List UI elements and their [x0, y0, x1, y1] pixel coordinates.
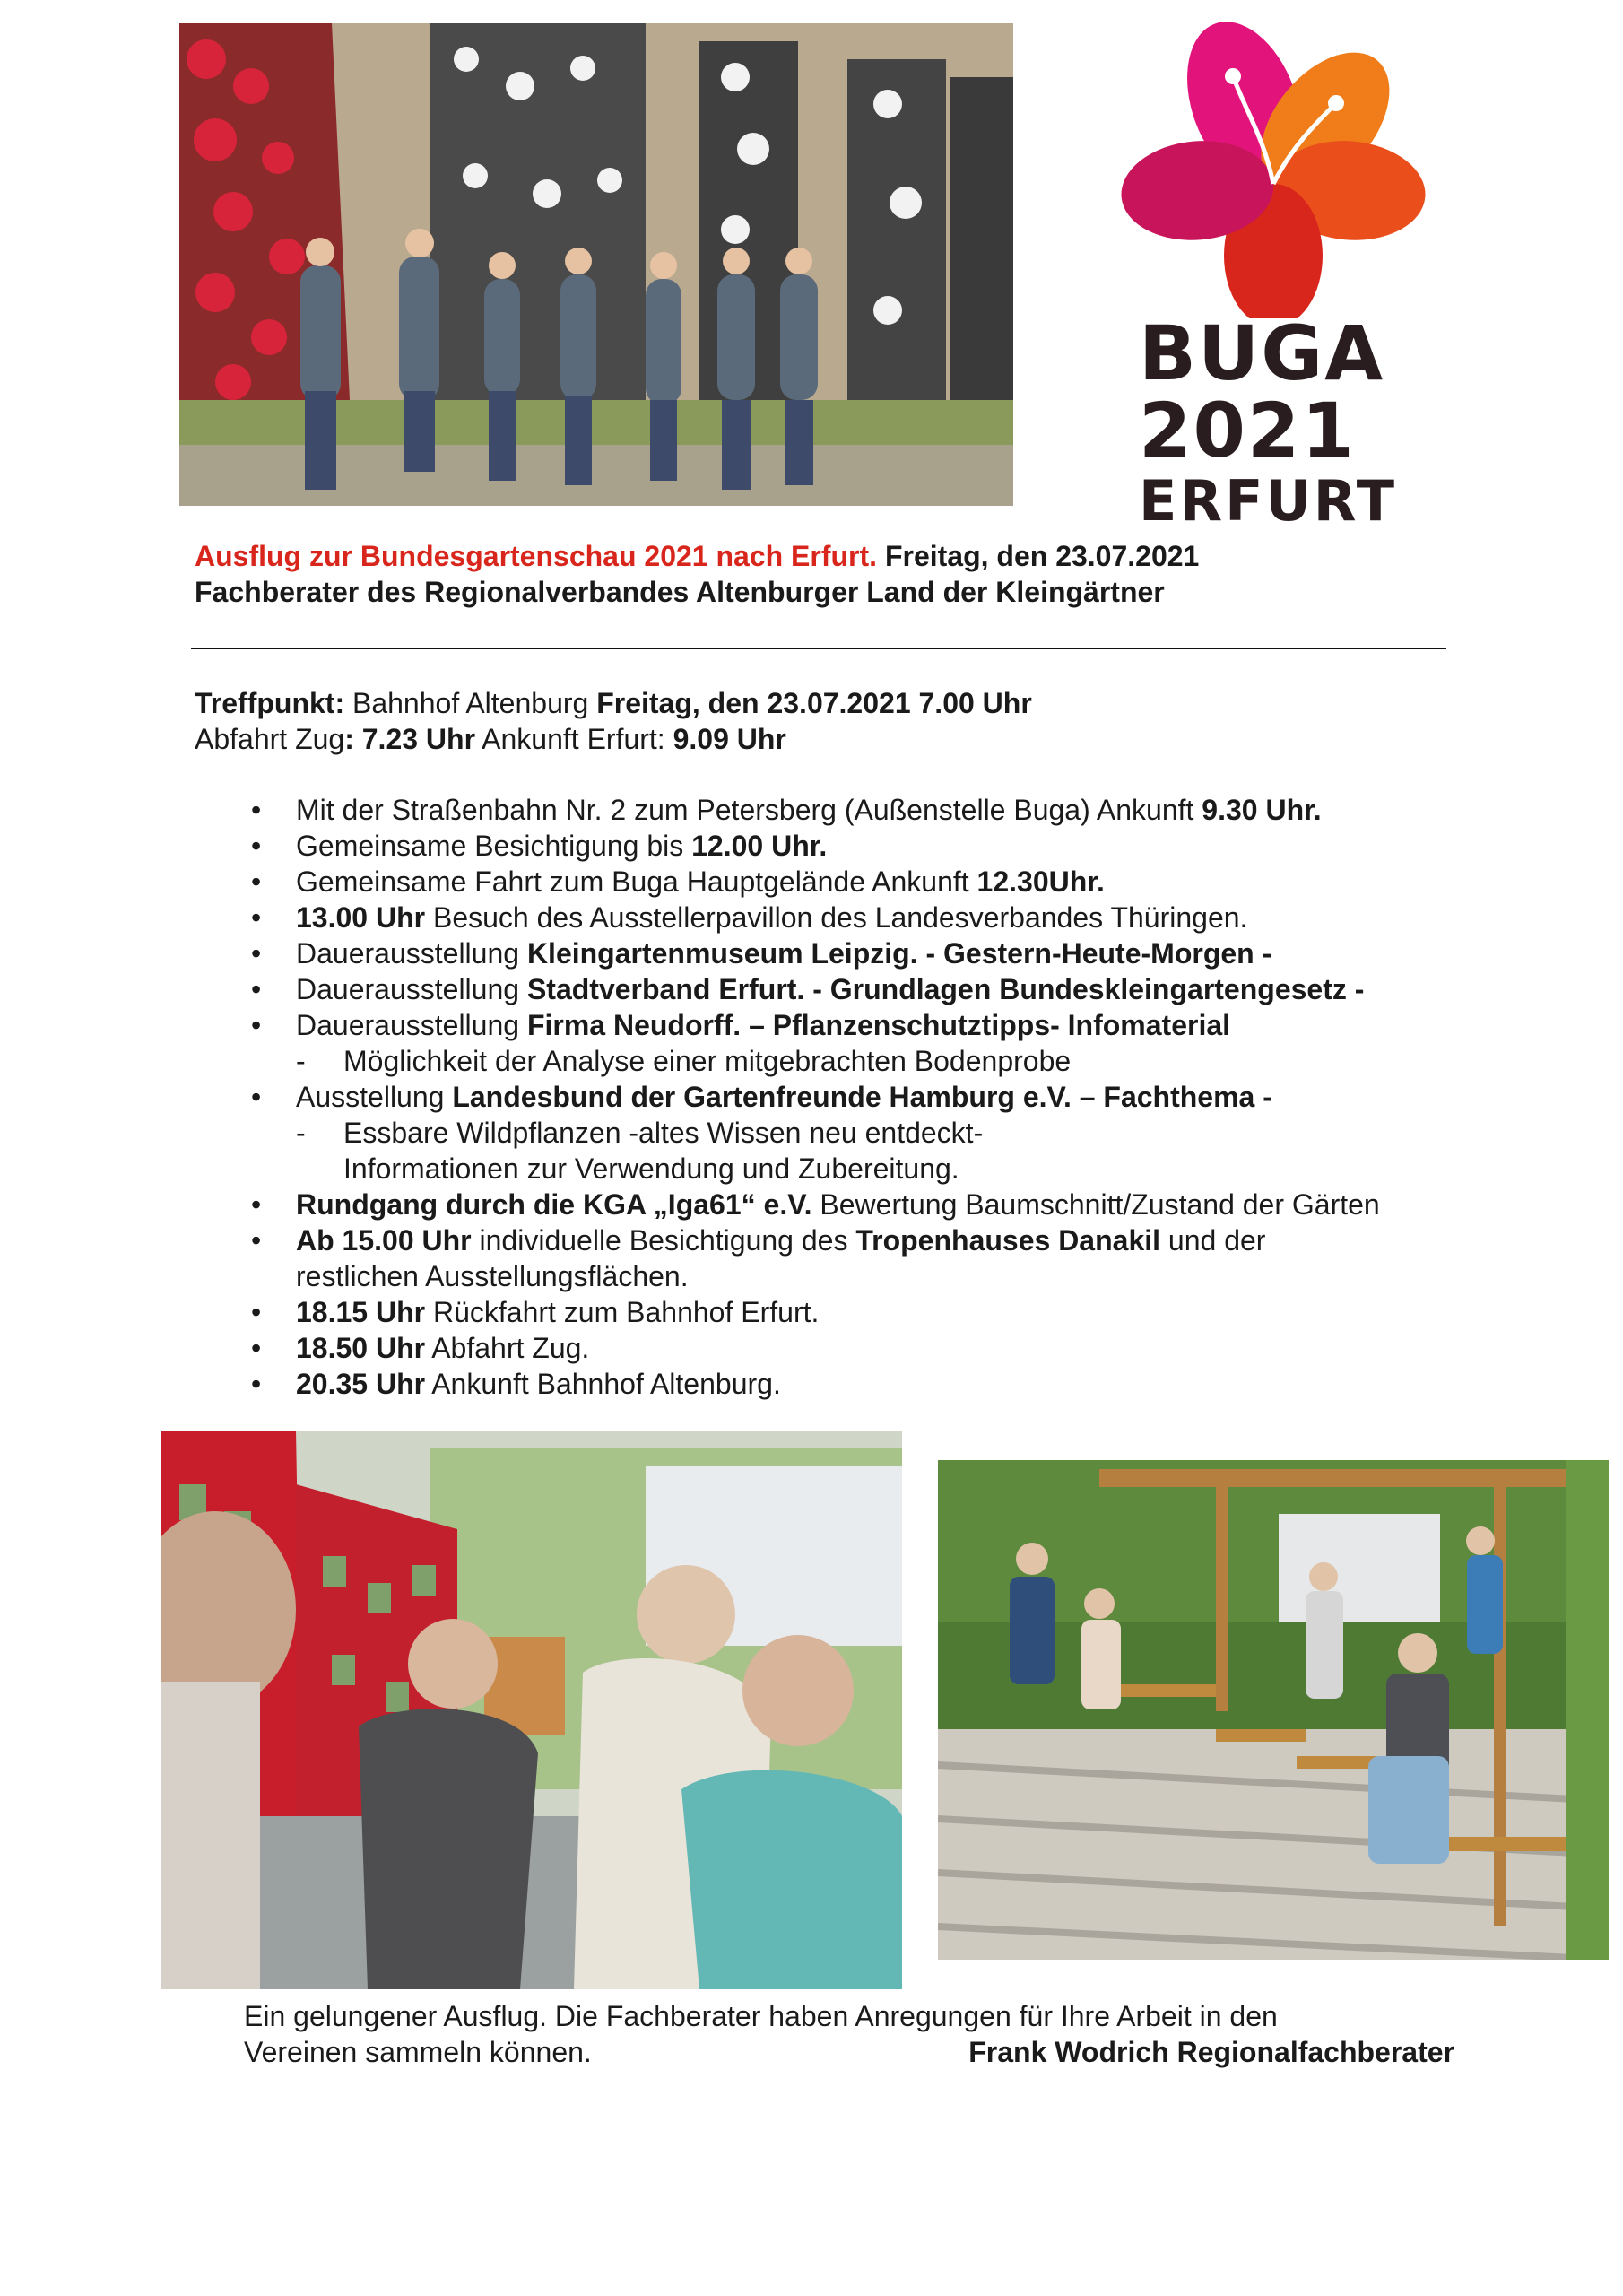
- abfahrt-label: Abfahrt Zug: [195, 723, 345, 755]
- list-subitem: - Möglichkeit der Analyse einer mitgebrachten Bodenprobe: [296, 1045, 1072, 1077]
- meeting-info: [195, 685, 1495, 757]
- divider-line: [191, 648, 1446, 649]
- treff-place: Bahnhof Altenburg: [344, 687, 597, 719]
- list-item: • Dauerausstellung Firma Neudorff. – Pflanzenschutztipps- Infomaterial: [242, 1007, 1497, 1043]
- treff-label: Treffpunkt:: [195, 687, 345, 719]
- list-item: • 18.50 Uhr Abfahrt Zug.: [242, 1330, 1497, 1366]
- buga-logo: [1121, 13, 1426, 318]
- list-item: • Ab 15.00 Uhr individuelle Besichtigung des Tropenhauses Danakil und der restlichen Ausstellungsflächen.: [242, 1222, 1497, 1294]
- footer-text: [244, 1998, 1454, 2070]
- signature: Frank Wodrich Regionalfachberater: [968, 2036, 1454, 2068]
- list-item: • Gemeinsame Fahrt zum Buga Hauptgelände Ankunft 12.30Uhr.: [242, 864, 1497, 900]
- logo-text-buga: BUGA: [1139, 309, 1385, 397]
- list-item: • 13.00 Uhr Besuch des Ausstellerpavillon des Landesverbandes Thüringen.: [242, 900, 1497, 935]
- logo-text-year: 2021: [1139, 387, 1356, 474]
- list-item: • Mit der Straßenbahn Nr. 2 zum Petersberg (Außenstelle Buga) Ankunft 9.30 Uhr.: [242, 792, 1497, 828]
- list-item: • Gemeinsame Besichtigung bis 12.00 Uhr.: [242, 828, 1497, 864]
- list-item: • Ausstellung Landesbund der Gartenfreunde Hamburg e.V. – Fachthema -: [242, 1079, 1497, 1115]
- title-date: Freitag, den 23.07.2021: [884, 540, 1200, 572]
- page-title: [195, 538, 1450, 610]
- list-item: • 18.15 Uhr Rückfahrt zum Bahnhof Erfurt.: [242, 1294, 1497, 1330]
- footer-line2: Vereinen sammeln können.: [244, 2036, 592, 2068]
- footer-line1: Ein gelungener Ausflug. Die Fachberater haben Anregungen für Ihre Arbeit in den: [244, 2000, 1278, 2032]
- ankunft-label: Ankunft Erfurt:: [475, 723, 673, 755]
- title-event: Ausflug zur Bundesgartenschau 2021 nach Erfurt.: [195, 540, 878, 572]
- abfahrt-time: : 7.23 Uhr: [344, 723, 476, 755]
- title-subtitle: Fachberater des Regionalverbandes Altenburger Land der Kleingärtner: [195, 576, 1165, 608]
- list-item: • Dauerausstellung Stadtverband Erfurt. - Grundlagen Bundeskleingartengesetz -: [242, 971, 1497, 1007]
- treff-time: Freitag, den 23.07.2021 7.00 Uhr: [596, 687, 1032, 719]
- exhibition-photo: [161, 1431, 902, 1989]
- list-item: • Dauerausstellung Kleingartenmuseum Leipzig. - Gestern-Heute-Morgen -: [242, 935, 1497, 971]
- list-subitem: - Essbare Wildpflanzen -altes Wissen neu entdeckt- Informationen zur Verwendung und Zubereitung.: [296, 1117, 984, 1185]
- logo-text-city: ERFURT: [1139, 468, 1398, 534]
- group-photo: [179, 23, 1013, 506]
- list-item: • 20.35 Uhr Ankunft Bahnhof Altenburg.: [242, 1366, 1497, 1402]
- agenda-list: [242, 792, 1497, 1402]
- list-item: • Rundgang durch die KGA „Iga61“ e.V. Bewertung Baumschnitt/Zustand der Gärten: [242, 1187, 1497, 1222]
- garden-photo: [938, 1460, 1609, 1960]
- ankunft-time: 9.09 Uhr: [673, 723, 786, 755]
